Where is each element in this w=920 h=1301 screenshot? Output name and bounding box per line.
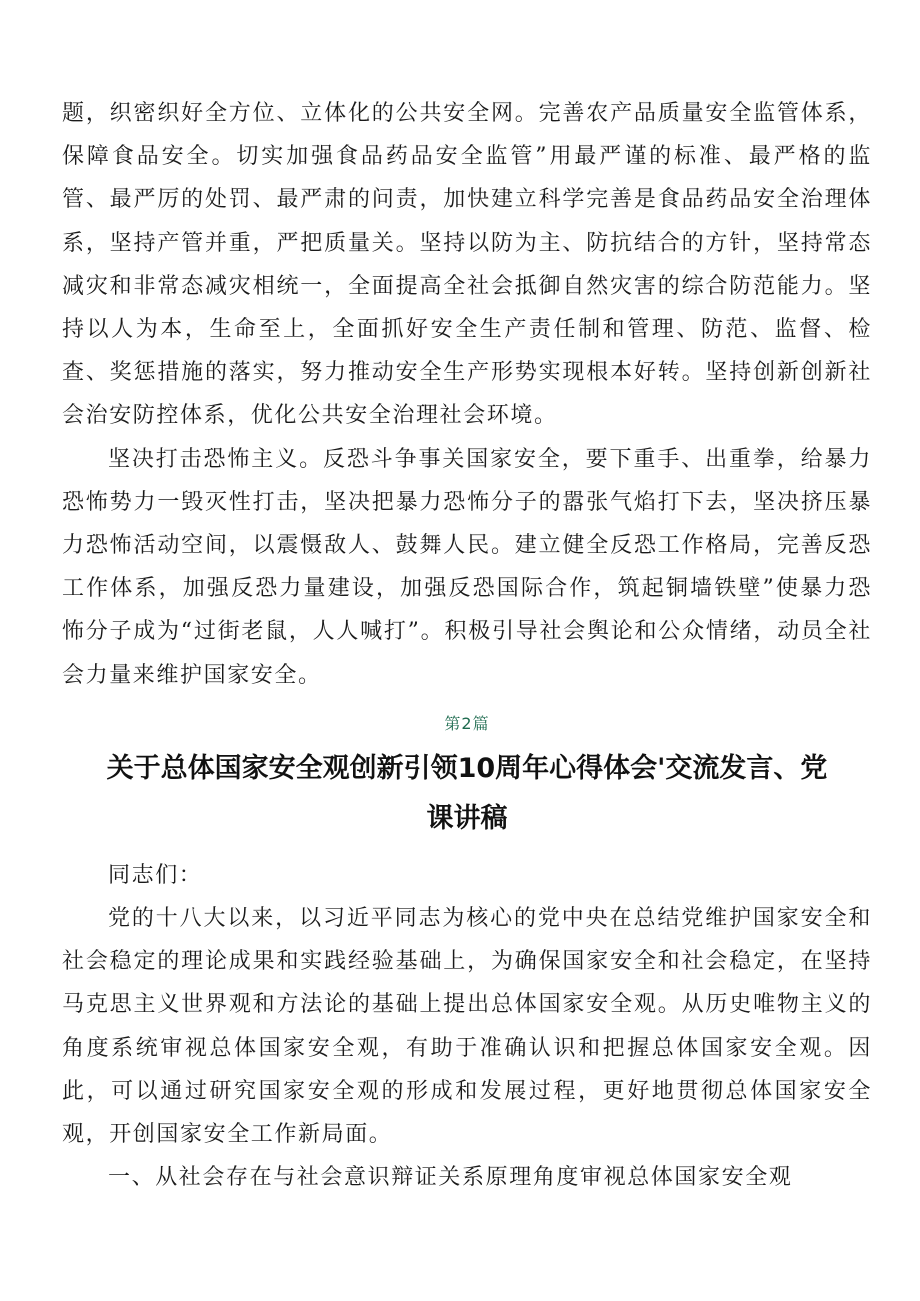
paragraph-public-safety: 题，织密织好全方位、立体化的公共安全网。完善农产品质量安全监管体系，保障食品安全。切实加强食品药品安全监管”用最严谨的标准、最严格的监管、最严厉的处罚、最严肃的问责，加快建立科学完善是食品药品安全治理体系，坚持产管并重，严把质量关。坚持以防为主、防抗结合的方针，坚持常态减灾和非常态减灾相统一，全面提高全社会抵御自然灾害的综合防范能力。坚持以人为本，生命至上，全面抓好安全生产责任制和管理、防范、监督、检查、奖惩措施的落实，努力推动安全生产形势实现根本好转。坚持创新创新社会治安防控体系，优化公共安全治理社会环境。 xyxy=(62,101,872,429)
paragraph-anti-terrorism: 坚决打击恐怖主义。反恐斗争事关国家安全，要下重手、出重拳，给暴力恐怖势力一毁灭性打击，坚决把暴力恐怖分子的嚣张气焰打下去，坚决挤压暴力恐怖活动空间，以震慑敌人、鼓舞人民。建立健全反恐工作格局，完善反恐工作体系，加强反恐力量建设，加强反恐国际合作，筑起铜墙铁壁”使暴力恐怖分子成为“过街老鼠，人人喊打”。积极引导社会舆论和公众情绪，动员全社会力量来维护国家安全。 xyxy=(62,446,872,688)
greeting: 同志们： xyxy=(108,862,203,888)
paragraph-intro: 党的十八大以来，以习近平同志为核心的党中央在总结党维护国家安全和社会稳定的理论成果和实践经验基础上，为确保国家安全和社会稳定，在坚持马克思主义世界观和方法论的基础上提出总体国家安全观。从历史唯物主义的角度系统审视总体国家安全观，有助于准确认识和把握总体国家安全观。因此，可以通过研究国家安全观的形成和发展过程，更好地贯彻总体国家安全观，开创国家安全工作新局面。 xyxy=(62,906,872,1148)
part-label: 第2篇 xyxy=(444,713,490,733)
article-title: 关于总体国家安全观创新引领10周年心得体会'交流发言、党课讲稿 xyxy=(106,752,828,834)
section-heading-1: 一、从社会存在与社会意识辩证关系原理角度审视总体国家安全观 xyxy=(108,1165,793,1191)
